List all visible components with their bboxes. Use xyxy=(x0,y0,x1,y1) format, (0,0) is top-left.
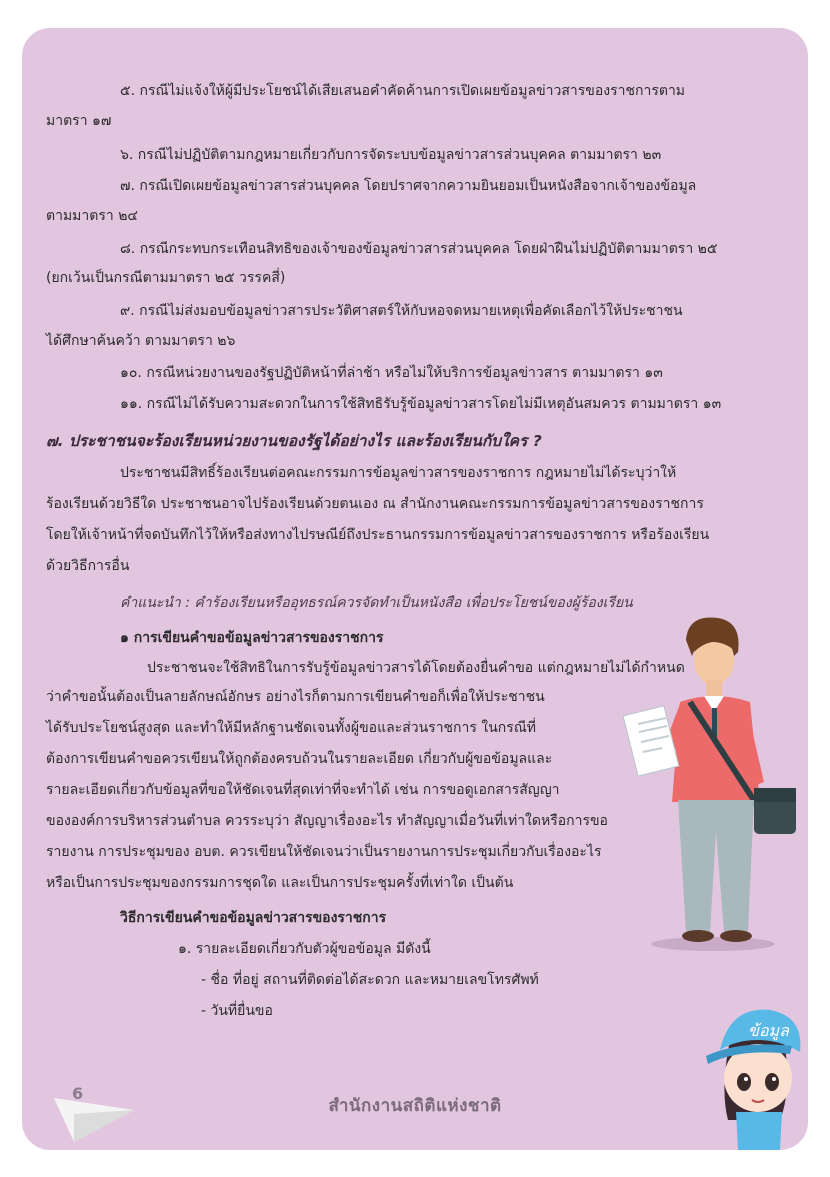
footer-org-name: สำนักงานสถิติแห่งชาติ xyxy=(328,1096,502,1116)
complaint-line2: ร้องเรียนด้วยวิธีใด ประชาชนอาจไปร้องเรียนด้วยตนเอง ณ สำนักงานคณะกรรมการข้อมูลข่าวสารของราชการ xyxy=(46,496,704,512)
request-line1: ประชาชนจะใช้สิทธิในการรับรู้ข้อมูลข่าวสารได้โดยต้องยื่นคำขอ แต่กฎหมายไม่ได้กำหนด xyxy=(147,660,685,676)
request-line3: ได้รับประโยชน์สูงสุด และทำให้มีหลักฐานชัดเจนทั้งผู้ขอและส่วนราชการ ในกรณีที่ xyxy=(46,720,536,736)
item-7-line1: ๗. กรณีเปิดเผยข้อมูลข่าวสารส่วนบุคคล โดยปราศจากความยินยอมเป็นหนังสือจากเจ้าของข้อมูล xyxy=(120,178,697,194)
item-11: ๑๑. กรณีไม่ได้รับความสะดวกในการใช้สิทธิรับรู้ข้อมูลข่าวสารโดยไม่มีเหตุอันสมควร ตามมาตรา ๑๓ xyxy=(120,396,722,412)
request-line8: หรือเป็นการประชุมของกรรมการชุดใด และเป็นการประชุมครั้งที่เท่าใด เป็นต้น xyxy=(46,875,514,891)
complaint-line3: โดยให้เจ้าหน้าที่จดบันทึกไว้ให้หรือส่งทางไปรษณีย์ถึงประธานกรรมการข้อมูลข่าวสารของราชการ หรือร้องเรียน xyxy=(46,527,710,543)
item-9-line2: ได้ศึกษาค้นคว้า ตามมาตรา ๒๖ xyxy=(46,333,236,349)
item-6: ๖. กรณีไม่ปฏิบัติตามกฎหมายเกี่ยวกับการจัดระบบข้อมูลข่าวสารส่วนบุคคล ตามมาตรา ๒๓ xyxy=(120,147,662,163)
item-10: ๑๐. กรณีหน่วยงานของรัฐปฏิบัติหน้าที่ล่าช้า หรือไม่ให้บริการข้อมูลข่าวสาร ตามมาตรา ๑๓ xyxy=(120,365,663,381)
item-7-line2: ตามมาตรา ๒๔ xyxy=(46,208,139,224)
complaint-line1: ประชาชนมีสิทธิ์ร้องเรียนต่อคณะกรรมการข้อมูลข่าวสารของราชการ กฎหมายไม่ได้ระบุว่าให้ xyxy=(120,465,677,481)
complaint-line4: ด้วยวิธีการอื่น xyxy=(46,558,130,574)
request-line6: ขององค์การบริหารส่วนตำบล ควรระบุว่า สัญญาเรื่องอะไร ทำสัญญาเมื่อวันที่เท่าใดหรือการขอ xyxy=(46,813,608,829)
item-9-line1: ๙. กรณีไม่ส่งมอบข้อมูลข่าวสารประวัติศาสตร์ให้กับหอจดหมายเหตุเพื่อคัดเลือกไว้ให้ประชาชน xyxy=(120,303,683,319)
man-holding-paper-illustration xyxy=(618,612,802,952)
page-number: 6 xyxy=(72,1084,84,1103)
subheading-request: ๑ การเขียนคำขอข้อมูลข่าวสารของราชการ xyxy=(120,630,384,646)
section-heading-7: ๗. ประชาชนจะร้องเรียนหน่วยงานของรัฐได้อย่างไร และร้องเรียนกับใคร ? xyxy=(46,432,542,450)
subheading-method: วิธีการเขียนคำขอข้อมูลข่าวสารของราชการ xyxy=(120,910,387,926)
method-item-1a: - ชื่อ ที่อยู่ สถานที่ติดต่อได้สะดวก และหมายเลขโทรศัพท์ xyxy=(201,972,539,988)
request-line5: รายละเอียดเกี่ยวกับข้อมูลที่ขอให้ชัดเจนที่สุดเท่าที่จะทำได้ เช่น การขอดูเอกสารสัญญา xyxy=(46,782,560,798)
mascot-girl-cap-illustration xyxy=(700,1000,812,1150)
advice-note: คำแนะนำ : คำร้องเรียนหรืออุทธรณ์ควรจัดทำเป็นหนังสือ เพื่อประโยชน์ของผู้ร้องเรียน xyxy=(120,595,633,611)
method-item-1: ๑. รายละเอียดเกี่ยวกับตัวผู้ขอข้อมูล มีดังนี้ xyxy=(178,941,431,957)
item-5-line2: มาตรา ๑๗ xyxy=(46,113,112,129)
item-8-line1: ๘. กรณีกระทบกระเทือนสิทธิของเจ้าของข้อมูลข่าวสารส่วนบุคคล โดยฝ่าฝืนไม่ปฏิบัติตามมาตรา ๒๕ xyxy=(120,241,718,257)
item-8-line2: (ยกเว้นเป็นกรณีตามมาตรา ๒๕ วรรคสี่) xyxy=(46,270,286,286)
request-line2: ว่าคำขอนั้นต้องเป็นลายลักษณ์อักษร อย่างไรก็ตามการเขียนคำขอก็เพื่อให้ประชาชน xyxy=(46,689,545,705)
request-line4: ต้องการเขียนคำขอควรเขียนให้ถูกต้องครบถ้วนในรายละเอียด เกี่ยวกับผู้ขอข้อมูลและ xyxy=(46,751,553,767)
method-item-1b: - วันที่ยื่นขอ xyxy=(201,1003,273,1019)
item-5-line1: ๕. กรณีไม่แจ้งให้ผู้มีประโยชน์ได้เสียเสนอคำคัดค้านการเปิดเผยข้อมูลข่าวสารของราชการตาม xyxy=(120,83,686,99)
request-line7: รายงาน การประชุมของ อบต. ควรเขียนให้ชัดเจนว่าเป็นรายงานการประชุมเกี่ยวกับเรื่องอะไร xyxy=(46,844,602,860)
svg-text:ข้อมูล: ข้อมูล xyxy=(748,1021,789,1040)
